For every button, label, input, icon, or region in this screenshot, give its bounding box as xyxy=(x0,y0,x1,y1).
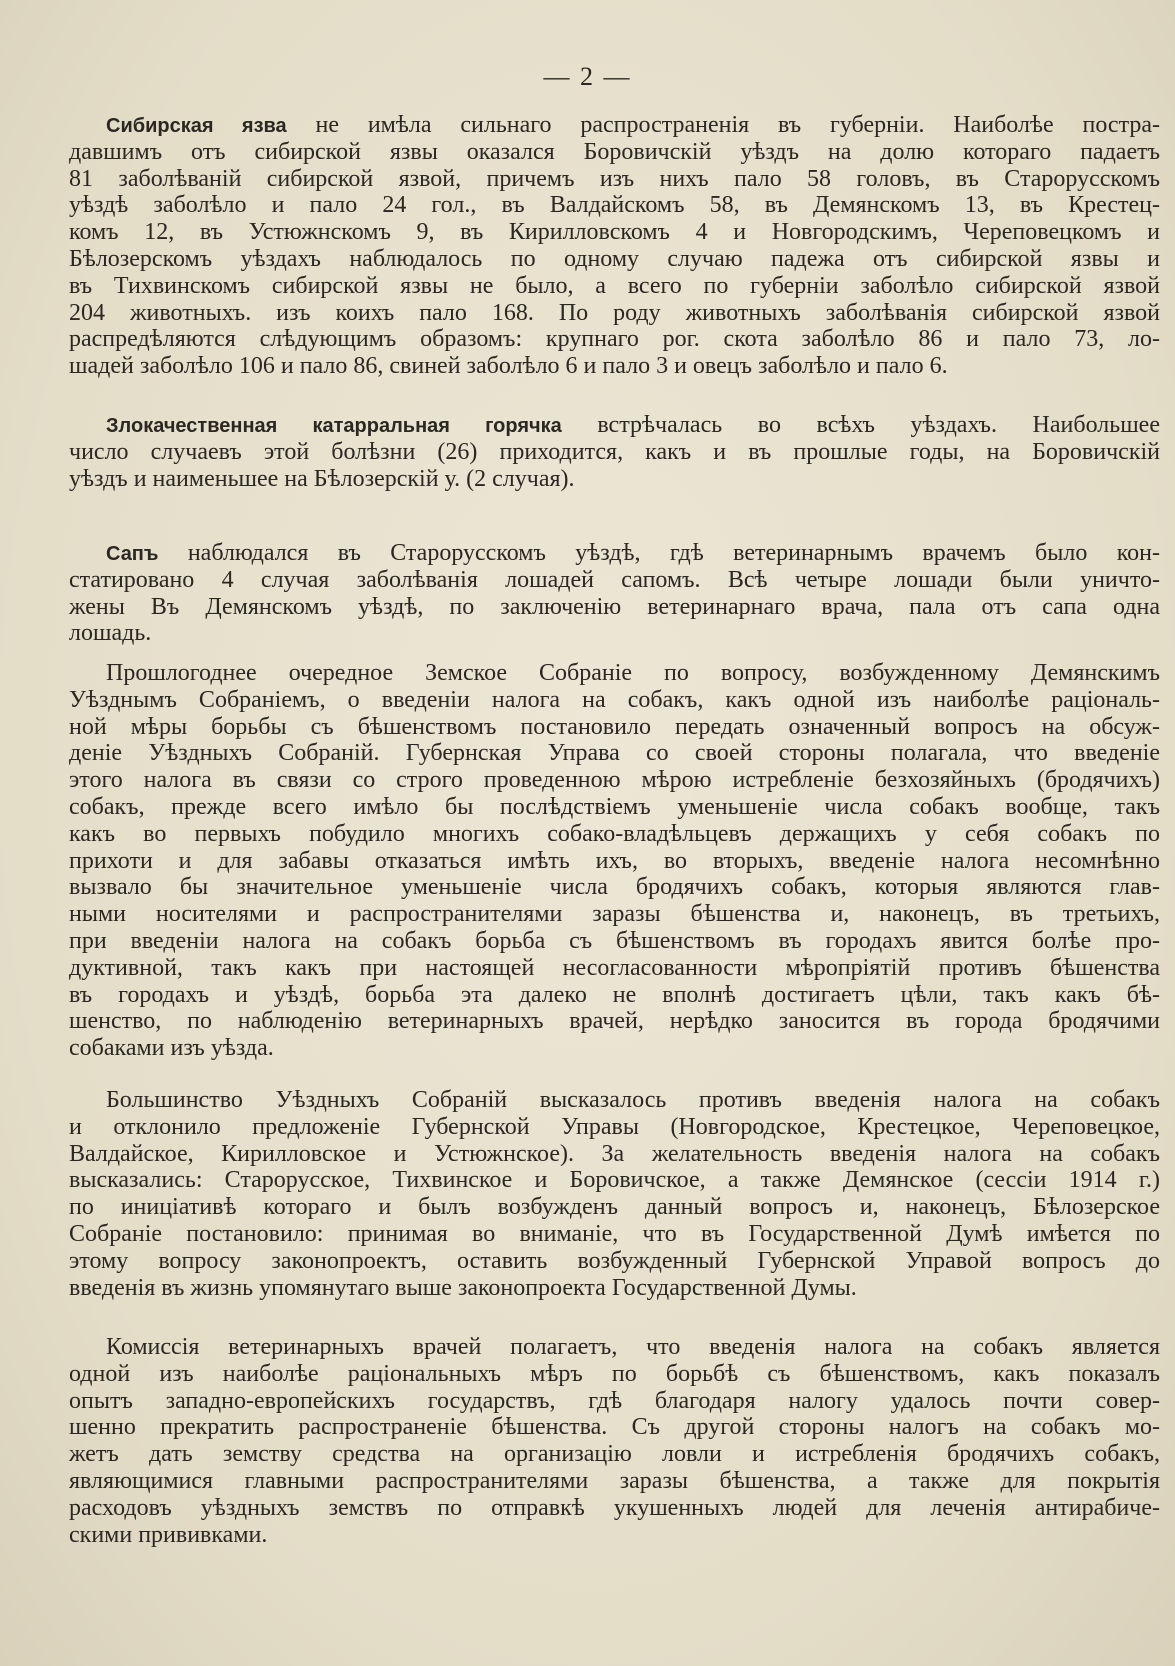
line-text: Комиссія ветеринарныхъ врачей полагаетъ, что введенія налога на собакъ является xyxy=(106,1334,1160,1360)
paragraph xyxy=(69,112,1160,380)
text-line xyxy=(69,1194,1160,1221)
line-text: 204 животныхъ. изъ коихъ пало 168. По роду животныхъ заболѣванія сибирской язвой xyxy=(69,299,1160,326)
text-line xyxy=(69,353,1160,380)
text-line xyxy=(69,1441,1160,1468)
section-heading: Сибирская язва xyxy=(106,115,287,137)
text-line xyxy=(69,466,1160,493)
line-text: дуктивной, такъ какъ при настоящей несогласованности мѣропріятій противъ бѣшенства xyxy=(69,954,1160,981)
line-text: Бѣлозерскомъ уѣздахъ наблюдалось по одному случаю падежа отъ сибирской язвы и xyxy=(69,245,1160,272)
line-text: собакъ, прежде всего имѣло бы послѣдствіемъ уменьшеніе числа собакъ вообще, такъ xyxy=(69,793,1160,820)
text-line xyxy=(69,794,1160,821)
text-line xyxy=(69,1388,1160,1415)
text-line xyxy=(69,219,1160,246)
text-line xyxy=(69,166,1160,193)
line-text: прихоти и для забавы отказаться имѣть ихъ, во вторыхъ, введеніе налога несомнѣнно xyxy=(69,847,1160,874)
text-line xyxy=(69,300,1160,327)
text-line xyxy=(69,246,1160,273)
line-text: расходовъ уѣздныхъ земствъ по отправкѣ укушенныхъ людей для леченія антирабиче- xyxy=(69,1494,1160,1521)
line-text: комъ 12, въ Устюжнскомъ 9, въ Кирилловскомъ 4 и Новгородскимъ, Череповецкомъ и xyxy=(69,219,1160,246)
section-heading: Злокачественная катарральная горячка xyxy=(106,415,562,437)
section-heading: Сапъ xyxy=(106,543,159,565)
line-text: деніе Уѣздныхъ Собраній. Губернская Управа со своей стороны полагала, что введеніе xyxy=(69,740,1160,767)
text-line xyxy=(69,1275,1160,1302)
line-text: шенно прекратить распространеніе бѣшенства. Съ другой стороны налогъ на собакъ мо- xyxy=(69,1414,1160,1441)
text-line xyxy=(69,901,1160,928)
line-text: число случаевъ этой болѣзни (26) приходится, какъ и въ прошлые годы, на Боровичскій xyxy=(69,438,1160,465)
line-text: жены Въ Демянскомъ уѣздѣ, по заключенію ветеринарнаго врача, пала отъ сапа одна xyxy=(69,593,1160,620)
text-line xyxy=(69,1522,1160,1549)
line-text: ными носителями и распространителями заразы бѣшенства и, наконецъ, въ третьихъ, xyxy=(69,901,1160,928)
text-line xyxy=(69,660,1160,687)
text-line xyxy=(69,955,1160,982)
text-line xyxy=(69,848,1160,875)
line-text: при введеніи налога на собакъ борьба съ бѣшенствомъ въ городахъ явится болѣе про- xyxy=(69,927,1160,954)
line-text: Прошлогоднее очередное Земское Собраніе по вопросу, возбужденному Демянскимъ xyxy=(106,660,1160,686)
text-line xyxy=(69,620,1160,647)
line-text: являющимися главными распространителями заразы бѣшенства, а также для покрытія xyxy=(69,1467,1160,1494)
text-line xyxy=(69,982,1160,1009)
paragraph xyxy=(69,1087,1160,1301)
text-line xyxy=(69,1495,1160,1522)
line-text: и отклонило предложеніе Губернской Управы (Новгородское, Крестецкое, Череповецкое, xyxy=(69,1113,1160,1140)
text-line xyxy=(69,594,1160,621)
line-text: давшимъ отъ сибирской язвы оказался Боровичскій уѣздъ на долю котораго падаетъ xyxy=(69,138,1160,165)
paragraph xyxy=(69,540,1160,647)
line-text: шадей заболѣло 106 и пало 86, свиней заболѣло 6 и пало 3 и овецъ заболѣло и пало 6. xyxy=(69,353,948,380)
line-text: этому вопросу законопроектъ, оставить возбужденный Губернской Управой вопросъ до xyxy=(69,1247,1160,1274)
line-text: Валдайское, Кирилловское и Устюжнское). За желательность введенія налога на собакъ xyxy=(69,1140,1160,1167)
line-text: этого налога въ связи со строго проведенною мѣрою истребленіе безхозяйныхъ (бродячихъ) xyxy=(69,767,1160,794)
text-line xyxy=(69,1141,1160,1168)
line-text: въ Тихвинскомъ сибирской язвы не было, а всего по губерніи заболѣло сибирской язвой xyxy=(69,272,1160,299)
text-line xyxy=(69,412,1160,439)
line-text: вызвало бы значительное уменьшеніе числа бродячихъ собакъ, которыя являются глав- xyxy=(69,874,1160,901)
text-line xyxy=(69,326,1160,353)
line-text: уѣздѣ заболѣло и пало 24 гол., въ Валдайскомъ 58, въ Демянскомъ 13, въ Крестец- xyxy=(69,192,1160,219)
text-line xyxy=(69,1221,1160,1248)
text-line xyxy=(69,1114,1160,1141)
line-text: жетъ дать земству средства на организацію ловли и истребленія бродячихъ собакъ, xyxy=(69,1441,1160,1468)
line-text: по иниціативѣ котораго и былъ возбужденъ данный вопросъ и, наконецъ, Бѣлозерское xyxy=(69,1194,1160,1221)
text-line xyxy=(69,1167,1160,1194)
line-text: въ городахъ и уѣздѣ, борьба эта далеко не вполнѣ достигаетъ цѣли, такъ какъ бѣ- xyxy=(69,981,1160,1008)
text-line xyxy=(69,1035,1160,1062)
text-line xyxy=(69,1361,1160,1388)
line-text: наблюдался въ Старорусскомъ уѣздѣ, гдѣ ветеринарнымъ врачемъ было кон- xyxy=(158,540,1160,566)
line-text: высказались: Старорусское, Тихвинское и Боровичское, а также Демянское (сессіи 1914 г.) xyxy=(69,1167,1160,1194)
line-text: не имѣла сильнаго распространенія въ губерніи. Наиболѣе постра- xyxy=(286,112,1161,138)
line-text: одной изъ наиболѣе раціональныхъ мѣръ по борьбѣ съ бѣшенствомъ, какъ показалъ xyxy=(69,1360,1160,1387)
text-line xyxy=(69,540,1160,567)
line-text: ной мѣры борьбы съ бѣшенствомъ постановило передать означенный вопросъ на обсуж- xyxy=(69,713,1160,740)
paragraph xyxy=(69,412,1160,492)
text-line xyxy=(69,1087,1160,1114)
line-text: статировано 4 случая заболѣванія лошадей сапомъ. Всѣ четыре лошади были уничто- xyxy=(69,566,1160,593)
line-text: Собраніе постановило: принимая во вниманіе, что въ Государственной Думѣ имѣется по xyxy=(69,1220,1160,1247)
line-text: Большинство Уѣздныхъ Собраній высказалось противъ введенія налога на собакъ xyxy=(106,1087,1160,1113)
text-line xyxy=(69,1248,1160,1275)
line-text: 81 заболѣваній сибирской язвой, причемъ изъ нихъ пало 58 головъ, въ Старорусскомъ xyxy=(69,165,1160,192)
text-line xyxy=(69,1414,1160,1441)
text-line xyxy=(69,1008,1160,1035)
line-text: собаками изъ уѣзда. xyxy=(69,1035,274,1062)
line-text: лошадь. xyxy=(69,620,152,647)
line-text: Уѣзднымъ Собраніемъ, о введеніи налога на собакъ, какъ одной изъ наиболѣе раціональ- xyxy=(69,686,1160,713)
line-text: введенія въ жизнь упомянутаго выше законопроекта Государственной Думы. xyxy=(69,1274,857,1301)
text-line xyxy=(69,928,1160,955)
text-line xyxy=(69,567,1160,594)
line-text: встрѣчалась во всѣхъ уѣздахъ. Наибольшее xyxy=(561,412,1160,438)
text-line xyxy=(69,767,1160,794)
text-line xyxy=(69,112,1160,139)
text-line xyxy=(69,192,1160,219)
line-text: скими прививками. xyxy=(69,1521,268,1548)
text-line xyxy=(69,740,1160,767)
text-line xyxy=(69,439,1160,466)
line-text: уѣздъ и наименьшее на Бѣлозерскій у. (2 случая). xyxy=(69,465,575,492)
text-line xyxy=(69,139,1160,166)
paragraph xyxy=(69,660,1160,1062)
text-line xyxy=(69,1468,1160,1495)
text-line xyxy=(69,687,1160,714)
text-line xyxy=(69,821,1160,848)
line-text: какъ во первыхъ побудило многихъ собако-владѣльцевъ держащихъ у себя собакъ по xyxy=(69,820,1160,847)
line-text: опытъ западно-европейскихъ государствъ, гдѣ благодаря налогу удалось почти совер- xyxy=(69,1387,1160,1414)
text-line xyxy=(69,874,1160,901)
line-text: распредѣляются слѣдующимъ образомъ: крупнаго рог. скота заболѣло 86 и пало 73, ло- xyxy=(69,326,1160,353)
text-line xyxy=(69,714,1160,741)
paragraph xyxy=(69,1334,1160,1548)
line-text: шенство, по наблюденію ветеринарныхъ врачей, нерѣдко заносится въ города бродячими xyxy=(69,1008,1160,1035)
text-line xyxy=(69,1334,1160,1361)
page-number: — 2 — xyxy=(543,62,632,91)
text-line xyxy=(69,273,1160,300)
